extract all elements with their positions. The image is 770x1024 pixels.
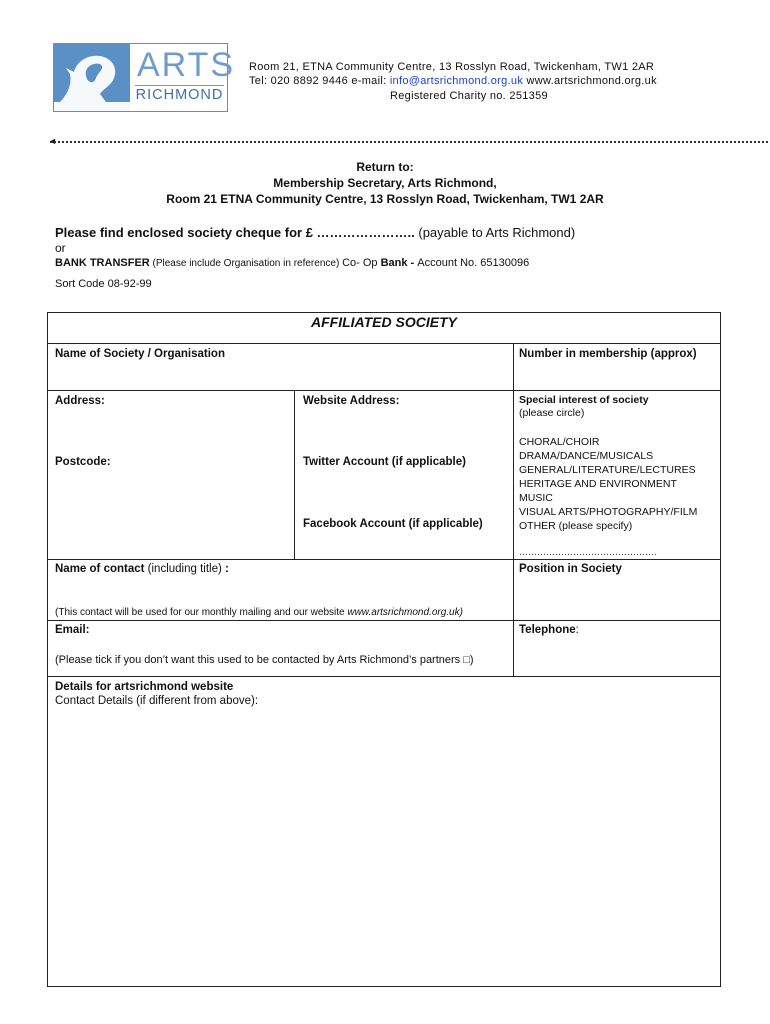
details-title: Details for artsrichmond website [55, 681, 234, 693]
other-specify-field[interactable]: ………………………………………. [519, 547, 657, 557]
logo-word-richmond: RICHMOND [135, 87, 224, 103]
details-subtitle: Contact Details (if different from above): [55, 695, 259, 707]
position-label: Position in Society [519, 563, 622, 575]
interest-drama[interactable]: DRAMA/DANCE/MUSICALS [519, 450, 654, 462]
contact-note-site: www.artsrichmond.org.uk) [347, 607, 463, 618]
special-interest-label: Special interest of society [519, 394, 649, 406]
contact-note-text: (This contact will be used for our monthly mailing and our website [55, 607, 348, 618]
return-to-heading: Return to: [356, 160, 414, 174]
header-website[interactable]: www.artsrichmond.org.uk [523, 75, 657, 87]
details-field[interactable] [48, 710, 720, 985]
facebook-label: Facebook Account (if applicable) [303, 518, 483, 530]
form-divider [47, 559, 721, 560]
form-divider [47, 343, 721, 344]
address-field[interactable] [48, 409, 293, 454]
interest-general[interactable]: GENERAL/LITERATURE/LECTURES [519, 464, 696, 476]
arts-richmond-logo [53, 43, 236, 112]
position-field[interactable] [514, 577, 720, 619]
email-field[interactable] [48, 637, 512, 651]
header-contact-line [249, 75, 657, 88]
bank-account: Account No. 65130096 [417, 257, 530, 269]
form-column-divider [513, 343, 514, 676]
telephone-field[interactable] [514, 638, 720, 675]
cut-arrow-icon: ◄ [48, 136, 57, 146]
cheque-payable: (payable to Arts Richmond) [418, 225, 576, 240]
logo-word-arts: ARTS [137, 46, 236, 84]
website-address-label: Website Address: [303, 395, 400, 407]
header-email-link[interactable]: info@artsrichmond.org.uk [389, 75, 524, 87]
email-note-end: ) [469, 654, 474, 666]
telephone-label-text: Telephone [519, 624, 576, 636]
website-address-field[interactable] [295, 409, 512, 454]
facebook-field[interactable] [295, 532, 512, 558]
contact-name-label [55, 562, 229, 576]
swan-icon [54, 44, 130, 111]
telephone-colon: : [575, 624, 579, 636]
interest-other[interactable]: OTHER (please specify) [519, 520, 633, 532]
cheque-line [55, 226, 575, 240]
postcode-field[interactable] [48, 470, 293, 558]
address-label: Address: [55, 395, 105, 407]
cheque-label: Please find enclosed society cheque for £ ………………….. [55, 225, 419, 240]
contact-name-colon: : [225, 563, 229, 575]
interest-music[interactable]: MUSIC [519, 492, 553, 504]
form-divider [47, 676, 721, 677]
email-label: Email: [55, 624, 90, 636]
telephone-label [519, 623, 579, 637]
bank-transfer-line [55, 256, 529, 271]
please-circle-note: (please circle) [519, 407, 585, 419]
number-in-membership-field[interactable] [514, 362, 720, 389]
bank-coop: Co- Op [342, 257, 381, 269]
return-to-recipient: Membership Secretary, Arts Richmond, [273, 176, 497, 190]
postcode-label: Postcode: [55, 456, 111, 468]
interest-visual-arts[interactable]: VISUAL ARTS/PHOTOGRAPHY/FILM [519, 506, 698, 518]
cut-line-divider [50, 141, 768, 143]
form-divider [47, 620, 721, 621]
form-title: AFFILIATED SOCIETY [311, 314, 457, 330]
or-text: or [55, 241, 66, 255]
opt-out-checkbox[interactable]: □ [463, 654, 470, 666]
contact-note [55, 607, 463, 619]
twitter-label: Twitter Account (if applicable) [303, 456, 466, 468]
contact-name-rest: (including title) [144, 563, 226, 575]
form-divider [47, 390, 721, 391]
bank-transfer-label: BANK TRANSFER [55, 257, 150, 269]
twitter-field[interactable] [295, 470, 512, 515]
bank-label: Bank - [380, 257, 418, 269]
name-of-society-field[interactable] [48, 362, 512, 389]
number-in-membership-label: Number in membership (approx) [519, 348, 697, 360]
interest-heritage[interactable]: HERITAGE AND ENVIRONMENT [519, 478, 677, 490]
header-charity: Registered Charity no. 251359 [390, 90, 548, 102]
header-tel: Tel: 020 8892 9446 e-mail: [249, 75, 390, 87]
contact-name-field[interactable] [48, 577, 512, 605]
contact-name-bold: Name of contact [55, 563, 145, 575]
name-of-society-label: Name of Society / Organisation [55, 348, 225, 360]
return-to-address: Room 21 ETNA Community Centre, 13 Rosslyn Road, Twickenham, TW1 2AR [166, 192, 604, 206]
email-note-text: (Please tick if you don’t want this used to be contacted by Arts Richmond’s partners [55, 654, 464, 666]
interest-choral[interactable]: CHORAL/CHOIR [519, 436, 600, 448]
sort-code: Sort Code 08-92-99 [55, 278, 152, 290]
header-address-line: Room 21, ETNA Community Centre, 13 Rosslyn Road, Twickenham, TW1 2AR [249, 61, 655, 73]
email-note [55, 653, 474, 667]
bank-transfer-note: (Please include Organisation in reference) [149, 258, 343, 269]
